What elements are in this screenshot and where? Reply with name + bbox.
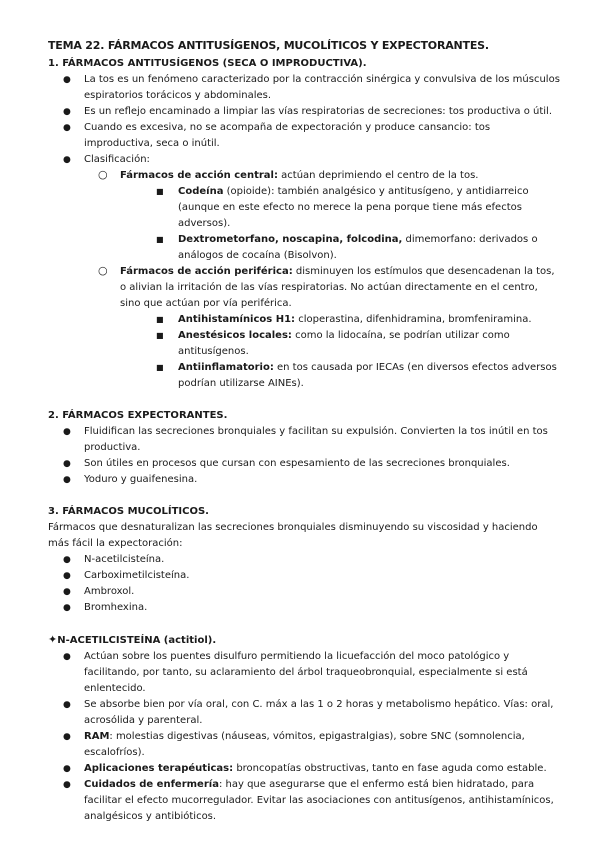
section-4-heading: ✦N-ACETILCISTEÍNA (actitiol). <box>48 633 217 646</box>
section-3-heading: 3. FÁRMACOS MUCOLÍTICOS. <box>48 506 209 517</box>
section-1-heading: 1. FÁRMACOS ANTITUSÍGENOS (SECA O IMPRODUCTIVA). <box>48 58 367 69</box>
document-page <box>48 38 560 825</box>
bullet-icon: ● <box>63 652 71 662</box>
list-item: ● Bromhexina. <box>48 600 560 616</box>
bullet-icon: ● <box>63 571 71 581</box>
bullet-icon: ● <box>63 427 71 437</box>
list-item: ■ Antihistamínicos H1: cloperastina, difenhidramina, bromfeniramina. <box>120 312 560 328</box>
list-item: ■ Anestésicos locales: como la lidocaína, se podrían utilizar como antitusígenos. <box>156 330 510 357</box>
bullet-icon: ● <box>63 780 71 790</box>
page-title: TEMA 22. FÁRMACOS ANTITUSÍGENOS, MUCOLÍTICOS Y EXPECTORANTES. <box>48 39 489 52</box>
list-item: ● Cuidados de enfermería: hay que asegurarse que el enfermo está bien hidratado, para facilitar el efecto mucorregulador. Evitar las asociaciones con antitusígenos, antihistamínicos, analgésicos y antibióticos. <box>63 779 554 822</box>
bullet-icon: ● <box>63 123 71 133</box>
central-drugs-list <box>142 184 560 264</box>
list-item: ● Actúan sobre los puentes disulfuro permitiendo la licuefacción del moco patológico y facilitando, por tanto, su aclaramiento del árbol traqueobronquial, especialmente si está enlentecido. <box>63 651 528 694</box>
section-4-list <box>48 649 560 825</box>
list-item: ● Cuando es excesiva, no se acompaña de expectoración y produce cansancio: tos improductiva, seca o inútil. <box>63 122 491 149</box>
list-item: ● Fluidifican las secreciones bronquiales y facilitan su expulsión. Convierten la tos inútil en tos productiva. <box>63 426 548 453</box>
list-item: ● Carboximetilcisteína. <box>48 568 560 584</box>
section-2-heading: 2. FÁRMACOS EXPECTORANTES. <box>48 410 228 421</box>
square-bullet-icon: ■ <box>156 363 164 372</box>
section-1-list <box>48 72 560 392</box>
classification-list <box>84 168 560 392</box>
bullet-icon: ● <box>63 475 71 485</box>
list-item: ● Son útiles en procesos que cursan con espesamiento de las secreciones bronquiales. <box>48 456 560 472</box>
bullet-icon: ● <box>63 555 71 565</box>
sparkle-icon: ✦ <box>48 633 58 646</box>
bullet-icon: ● <box>63 700 71 710</box>
list-item: ● Es un reflejo encaminado a limpiar las vías respiratorias de secreciones: tos productiva o útil. <box>48 104 560 120</box>
bullet-icon: ● <box>63 603 71 613</box>
list-item: ■ Antiinflamatorio: en tos causada por IECAs (en diversos efectos adversos podrían utilizarse AINEs). <box>156 362 557 389</box>
bullet-icon: ● <box>63 75 71 85</box>
list-item: ● La tos es un fenómeno caracterizado por la contracción sinérgica y convulsiva de los músculos espiratorios torácicos y abdominales. <box>63 74 560 101</box>
list-item: ● Yoduro y guaifenesina. <box>48 472 560 488</box>
square-bullet-icon: ■ <box>156 235 164 244</box>
section-3-intro: Fármacos que desnaturalizan las secreciones bronquiales disminuyendo su viscosidad y haciendo más fácil la expectoración: <box>48 522 538 549</box>
hollow-bullet-icon: ○ <box>98 168 108 181</box>
bullet-icon: ● <box>63 764 71 774</box>
list-item: ● Se absorbe bien por vía oral, con C. máx a las 1 o 2 horas y metabolismo hepático. Vías: oral, acrosólida y parenteral. <box>63 699 554 726</box>
bullet-icon: ● <box>63 155 71 165</box>
list-item: ■ Codeína (opioide): también analgésico y antitusígeno, y antidiarreico (aunque en este efecto no merece la pena porque tiene más efectos adversos). <box>156 186 529 229</box>
square-bullet-icon: ■ <box>156 187 164 196</box>
list-item: ● Clasificación: ○ Fármacos de acción central: actúan deprimiendo el centro de la tos. ■ Codeína (opioide): también analgésico y antitusígeno, y antidiarreico (aunque en este efecto no merece la pena porque tiene más efectos adversos). ■ Dextrometorfano, noscapina, folcodina, dimemorfano: derivados o análogos de cocaína (Bisolvon). ○ Fármacos de acción periférica: disminuyen los estímulos que desencadenan la tos, o alivian la irritación de las vías respiratorias. No actúan directamente en el centro, sino que actúan por vía periférica. ■ Antihistamínicos H1: cloperastina, difenhidramina, bromfeniramina. ■ Anestésicos locales: como la lidocaína, se podrían utilizar como antitusígenos. ■ Antiinflamatorio: en tos causada por IECAs (en diversos efectos adversos podrían utilizarse AINEs). <box>48 152 560 392</box>
square-bullet-icon: ■ <box>156 315 164 324</box>
bullet-icon: ● <box>63 107 71 117</box>
list-item: ● Aplicaciones terapéuticas: broncopatías obstructivas, tanto en fase aguda como estable. <box>48 761 560 777</box>
list-item: ● N-acetilcisteína. <box>48 552 560 568</box>
section-3-list <box>48 552 560 616</box>
list-item: ○ Fármacos de acción central: actúan deprimiendo el centro de la tos. ■ Codeína (opioide): también analgésico y antitusígeno, y antidiarreico (aunque en este efecto no merece la pena porque tiene más efectos adversos). ■ Dextrometorfano, noscapina, folcodina, dimemorfano: derivados o análogos de cocaína (Bisolvon). <box>84 168 560 264</box>
hollow-bullet-icon: ○ <box>98 264 108 277</box>
list-item: ■ Dextrometorfano, noscapina, folcodina, dimemorfano: derivados o análogos de cocaína (Bisolvon). <box>156 234 538 261</box>
list-item: ○ Fármacos de acción periférica: disminuyen los estímulos que desencadenan la tos, o alivian la irritación de las vías respiratorias. No actúan directamente en el centro, sino que actúan por vía periférica. ■ Antihistamínicos H1: cloperastina, difenhidramina, bromfeniramina. ■ Anestésicos locales: como la lidocaína, se podrían utilizar como antitusígenos. ■ Antiinflamatorio: en tos causada por IECAs (en diversos efectos adversos podrían utilizarse AINEs). <box>84 264 560 392</box>
peripheral-drugs-list <box>142 312 560 392</box>
square-bullet-icon: ■ <box>156 331 164 340</box>
bullet-icon: ● <box>63 732 71 742</box>
list-item: ● RAM: molestias digestivas (náuseas, vómitos, epigastralgias), sobre SNC (somnolencia, escalofríos). <box>63 731 525 758</box>
bullet-icon: ● <box>63 459 71 469</box>
section-2-list <box>48 424 560 488</box>
list-item: ● Ambroxol. <box>48 584 560 600</box>
bullet-icon: ● <box>63 587 71 597</box>
